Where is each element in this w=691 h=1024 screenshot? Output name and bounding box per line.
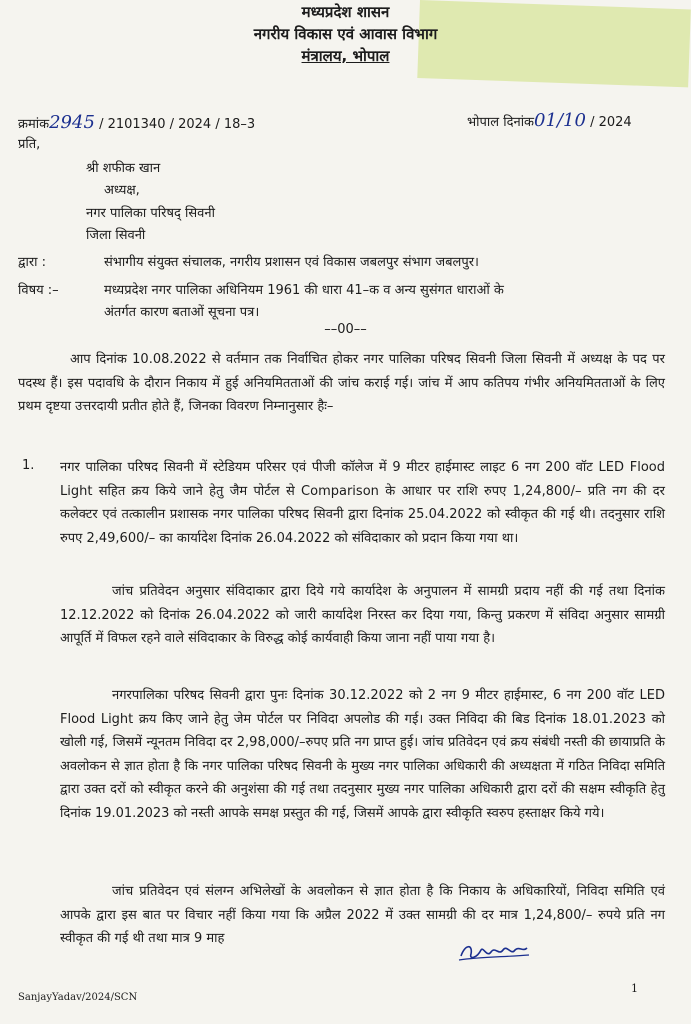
- recipient-to: प्रति,: [18, 137, 41, 152]
- item-number: 1.: [22, 458, 35, 473]
- date-line: [467, 110, 632, 131]
- recipient-district: जिला सिवनी: [86, 228, 146, 243]
- through-value: संभागीय संयुक्त संचालक, नगरीय प्रशासन एवं विकास जबलपुर संभाग जबलपुर।: [104, 255, 479, 270]
- reference-prefix: क्रमांक: [18, 117, 50, 132]
- intro-paragraph: आप दिनांक 10.08.2022 से वर्तमान तक निर्वाचित होकर नगर पालिका परिषद सिवनी जिला सिवनी में अध्यक्ष के पद पर पदस्थ हैं। इस पदावधि के दौरान निकाय में हुई अनियमितताओं की जांच कराई गई। जांच में आप कतिपय गंभीर अनियमितताओं के लिए प्रथम दृष्टया उत्तरदायी प्रतीत होते हैं, जिनका विवरण निम्नानुसार हैः–: [18, 352, 665, 414]
- section-divider: ––00––: [324, 322, 367, 337]
- initials-signature: [455, 938, 533, 964]
- header-line-2: नगरीय विकास एवं आवास विभाग: [253, 25, 438, 43]
- date-suffix: / 2024: [590, 115, 632, 130]
- page-number: 1: [631, 982, 638, 995]
- recipient-org: नगर पालिका परिषद् सिवनी: [86, 206, 215, 221]
- recipient-name: श्री शफीक खान: [86, 161, 161, 176]
- subject-line-2: अंतर्गत कारण बताओं सूचना पत्र।: [104, 305, 260, 320]
- header-line-1: मध्यप्रदेश शासन: [301, 3, 390, 21]
- paragraph-2: जांच प्रतिवेदन अनुसार संविदाकार द्वारा दिये गये कार्यादेश के अनुपालन में सामग्री प्रदाय नहीं की गई तथा दिनांक 12.12.2022 को दिनांक 26.04.2022 को जारी कार्यादेश निरस्त कर दिया गया, किन्तु प्रकरण में संविदा अनुसार सामग्री आपूर्ति में विफल रहने वाले संविदाकार के विरुद्ध कोई कार्यवाही किया जाना नहीं पाया गया है।: [60, 584, 665, 646]
- item-1-paragraph: नगर पालिका परिषद सिवनी में स्टेडियम परिसर एवं पीजी कॉलेज में 9 मीटर हाईमास्ट लाइट 6 नग 200 वॉट LED Flood Light सहित क्रय किये जाने हेतु जैम पोर्टल से Comparison के आधार पर राशि रुपए 1,24,800/– प्रति नग की दर कलेक्टर एवं तत्कालीन प्रशासक नगर पालिका परिषद सिवनी द्वारा दिनांक 25.04.2022 को स्वीकृत की गई थी। तदनुसार राशि रुपए 2,49,600/– का कार्यादेश दिनांक 26.04.2022 को संविदाकार को प्रदान किया गया था।: [60, 460, 665, 546]
- paragraph-4: जांच प्रतिवेदन एवं संलग्न अभिलेखों के अवलोकन से ज्ञात होता है कि निकाय के अधिकारियों, निविदा समिति एवं आपके द्वारा इस बात पर विचार नहीं किया गया कि अप्रैल 2022 में उक्त सामग्री की दर मात्र 1,24,800/– रुपये प्रति नग स्वीकृत की गई थी तथा मात्र 9 माह: [60, 884, 665, 946]
- date-prefix: भोपाल दिनांक: [467, 115, 535, 130]
- reference-number: / 2101340 / 2024 / 18–3: [99, 117, 256, 132]
- handwritten-number: 2945: [49, 112, 95, 133]
- footer-reference: SanjayYadav/2024/SCN: [18, 992, 138, 1003]
- subject-line-1: मध्यप्रदेश नगर पालिका अधिनियम 1961 की धारा 41–क व अन्य सुसंगत धाराओं के: [104, 283, 504, 298]
- paragraph-3: नगरपालिका परिषद सिवनी द्वारा पुनः दिनांक 30.12.2022 को 2 नग 9 मीटर हाईमास्ट, 6 नग 200 वॉट LED Flood Light क्रय किए जाने हेतु जेम पोर्टल पर निविदा अपलोड की गई। उक्त निविदा की बिड दिनांक 18.01.2023 को खोली गई, जिसमें न्यूनतम निविदा दर 2,98,000/–रुपए प्रति नग प्राप्त हुई। जांच प्रतिवेदन एवं क्रय संबंधी नस्ती की छायाप्रति के अवलोकन से ज्ञात होता है कि नगर पालिका परिषद सिवनी के मुख्य नगर पालिका अधिकारी की अध्यक्षता में गठित निविदा समिति द्वारा उक्त दरों को स्वीकृत करने की अनुशंसा की गई तथा तदनुसार मुख्य नगर पालिका अधिकारी द्वारा दरों की सक्षम स्वीकृति हेतु दिनांक 19.01.2023 को नस्ती आपके समक्ष प्रस्तुत की गई, जिसमें आपके द्वारा स्वीकृति स्वरुप हस्ताक्षर किये गये।: [60, 688, 665, 821]
- subject-label: विषय :–: [18, 283, 59, 298]
- through-label: द्वारा :: [18, 255, 47, 270]
- handwritten-date: 01/10: [534, 110, 586, 131]
- reference-line: [18, 112, 255, 133]
- recipient-designation: अध्यक्ष,: [104, 183, 140, 198]
- header-line-3: मंत्रालय, भोपाल: [301, 47, 390, 65]
